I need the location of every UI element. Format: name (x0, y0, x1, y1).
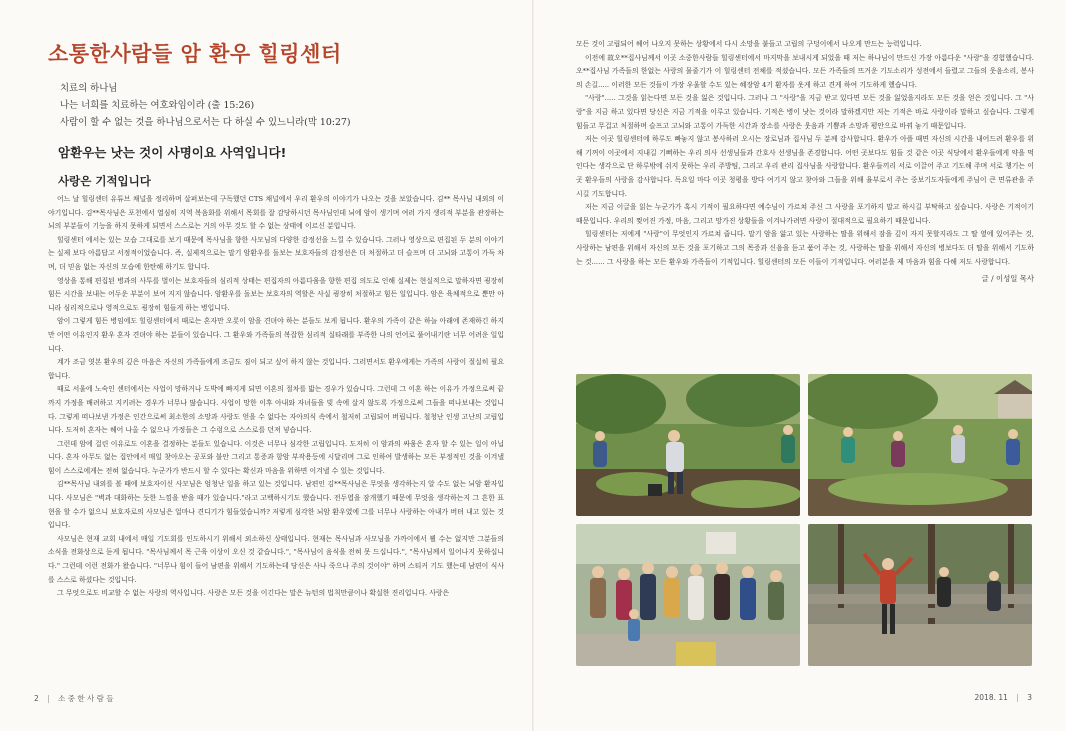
outdoor-exercise-photo (808, 524, 1032, 666)
author-byline: 글 / 이성일 목사 (981, 274, 1034, 284)
paragraph: 저는 지금 이글을 읽는 누군가가 혹시 기적이 필요하다면 예수님이 가르쳐 주신 그 사랑을 포기하지 말고 하시길 부탁하고 싶습니다. 사랑은 기적이기 때문입니다. 우리의 찢어진 가정, 마음, 그리고 망가진 상황들을 이겨나가려면 사랑이 절대적으로 필요하기 때문입니다. (576, 203, 1034, 225)
left-body (48, 193, 504, 601)
garden-volunteers-photo (576, 374, 800, 516)
section-title: 사랑은 기적입니다 (58, 174, 151, 188)
paragraph: 힐링센터 에서는 있는 모습 그대로를 보기 때문에 목사님을 향한 사모님의 다양한 감정선을 느낄 수 있습니다. 그러나 영상으로 편집된 두 분의 이야기는 실제 보다 아름답고 서정적이었습니다. 즉, 실제적으로는 말기 암환우를 돌보는 보호자들의 감정선은 더 처절하고 더 슬프며 더 고뇌와 고통이 가득 차며, 더 믿음 없는 자신의 모습에 한탄해 하기도 합니다. (48, 235, 504, 271)
page-fold (532, 0, 534, 731)
page-number: 3 (1027, 693, 1032, 702)
paragraph: 저는 이곳 힐링센터에 하루도 빠놓지 않고 봉사하러 오시는 장로님과 집사님 두 분께 감사합니다. 환우가 아플 때면 자신의 시간을 내어드려 환우를 위해 기꺼이 이곳에서 지내길 기뻐하는 우리 의사 선생님들과 간호사 선생님을 존경합니다. 어떤 곳보다도 힘들 것 같은 이곳 식당에서 환우들에게 약을 먹인다는 생각으로 단 하루밖에 쉬지 못하는 우리 주방팀, 그리고 우리 관리 집사님을 사랑합니다. 환우들끼리 서로 이끌어 주고 기도해 주며 서로 챙기는 이곳 환우들의 사랑을 감사합니다. 독요일 마다 이곳 청평을 방다 여기지 않고 찾아와 그들을 위해 율부로서 주는 중보기도자들에게 주님이 큰 면류관을 주시길 기도합니다. (576, 135, 1034, 198)
headline: 암환우는 낫는 것이 사명이요 사역입니다! (58, 145, 287, 160)
garden-group-photo (808, 374, 1032, 516)
paragraph: 그런데 암에 걸린 이유로도 이혼을 결정하는 분들도 있습니다. 이것은 너무나 심각한 고립입니다. 도저히 이 암과의 싸움은 혼자 할 수 있는 일이 아닙니다. 혼자 아무도 없는 집안에서 매일 찾아오는 공포와 불안 그리고 통증과 항암 부작용등에 시달리며 그로 인하여 발생하는 모든 부정적인 것을 이겨낼 힘이 스스로에게는 전혀 없습니다. 누군가가 반드시 할 수 있다는 확신과 마음을 위하면 이겨낼 수 있는 것입니다. (48, 439, 504, 475)
right-body (576, 38, 1034, 269)
article-title: 소통한사람들 암 환우 힐링센터 (48, 42, 342, 66)
paragraph: 영상을 통해 편집된 병과의 사투를 벌이는 보호자들의 심리적 상태는 편집자의 아름다움을 향한 편집 의도로 인해 실제는 현실적으로 말하자면 굉장히 힘든 시간을 보내는 어두운 부분이 보여 지지 않습니다. 암환우를 돌보는 보호자의 역할은 사실 굉장히 처절하고 힘든 일입니다. 암은 육체적으로 뿐만 아니라 심리적으로나 영적으로도 굉장히 힘들게 하는 병입니다. (48, 276, 504, 312)
paragraph: 어느 날 힐링센터 유튜브 채널을 정리하며 살펴보는데 구독했던 CTS 채널에서 우리 환우의 이야기가 나오는 것을 보았습니다. 김** 목사님 내외의 이야기입니다. 김**목사님은 포천에서 열심히 지역 복음화를 위해서 목회를 잘 감당하시던 목사님인데 뇌에 암이 생기며 여러 가지 생리적 부분을 관장하는 뇌의 부분들이 기능을 하지 못하게 되면서 스스로는 거의 아무 것도 할 수 없는 상태에 이르신 분입니다. (48, 195, 504, 231)
verse-line: 치료의 하나님 (60, 83, 118, 94)
paragraph: 모든 것이 고립되어 헤어 나오지 못하는 상황에서 다시 소망을 붙들고 고립의 구덩이에서 나오게 만드는 능력입니다. (576, 40, 922, 48)
paragraph: 때로 서울에 노숙인 센터에서는 사업이 망하거나 도박에 빠지게 되면 이혼의 절차를 밟는 경우가 있습니다. 그런데 그 이혼 하는 이유가 가정으로써 끝까지 가정을 배려하고 지키려는 경우가 너무나 많습니다. 사업이 망한 이후 아내와 자녀들을 빚 속에 살지 않도록 가정으로써 그들을 떠나보내는 것입니다. 그렇게 떠나보낸 가정은 인간으로써 최소한의 소망과 사랑도 얻을 수 없다는 자아의식 속에서 철저히 고립되어 버립니다. 철청난 인생 고난의 고립입니다. 도저히 혼자는 헤어 나올 수 없으나 가정들은 그 수렁으로 스스로를 던져 넣습니다. (48, 385, 504, 435)
paragraph: "사랑"..... 그것을 읽는다면 모든 것을 잃은 것입니다. 그러나 그 "사랑"을 지금 받고 있다면 모든 것을 잃었을지라도 모든 것을 얻은 것입니다. 그 "사랑"을 지금 하고 있다면 당신은 지금 기적을 이루고 있습니다. 기적은 병이 낫는 것이라 말하겠지만 저는 기적은 바로 사랑이라 말하고 싶습니다. 그렇게 힘들고 무겁고 처절하며 슬프고 고뇌와 고통이 가득한 시간과 장소를 사랑은 웃음과 기쁨과 소망과 평안으로 바꿔 놓기 때문입니다. (576, 94, 1034, 130)
magazine-name: 소 중 한 사 람 들 (58, 694, 114, 703)
verse-line: 나는 너희를 치료하는 여호와임이라 (출 15:26) (60, 100, 255, 111)
issue-date: 2018. 11 (974, 693, 1008, 702)
photo-grid (576, 374, 1032, 666)
paragraph: 암이 그렇게 힘든 병임에도 힐링센터에서 때로는 혼자만 오롯이 암을 견뎌야 하는 분들도 보게 됩니다. 환우의 가족이 같은 하늘 아래에 존재하긴 하지만 어떤 이유인지 환우 혼자 견뎌야 하는 분들이 있습니다. 그 환우와 가족들의 복잡한 심리적 실타래를 부족한 나의 언어로 풀어내기란 너무 어려운 일입니다. (48, 317, 504, 353)
scripture-verses (48, 80, 504, 131)
left-page (48, 38, 504, 601)
paragraph: 사모님은 현재 교회 내에서 매일 기도회를 인도하시기 위해서 외소하신 상태입니다. 현재는 목사님과 사모님을 가까이에서 뵐 수는 없지만 그분들의 소식을 전화상으로 듣게 됩니다. "목사님께서 목 근육 이상이 오신 것 같습니다.", "목사님이 음식을 전혀 못 드십니다.", "목사님께서 일어나지 못하십니다." 그런데 이런 전화가 왔습니다. "너무나 힘이 들어 남편을 위해서 기도하는데 당신은 사나 죽으나 주의 것이야" 하며 스티커 기도 했는데 남편이 식사를 스스로 하셨다는 것입니다. (48, 534, 504, 584)
page-number: 2 (34, 694, 39, 703)
right-page-footer: 2018. 11 | 3 (974, 693, 1032, 702)
paragraph: 힐링센터는 저에게 "사랑"이 무엇인지 가르쳐 줍니다. 말기 암을 앓고 있는 사랑하는 딸을 위해서 잠을 깊이 자지 못할지라도 그 딸 옆에 있어주는 것, 사랑하는 남편을 위해서 자신의 모든 것을 포기하고 그의 목증과 신음을 듣고 품어 주는 것, 사랑하는 딸을 위해서 자신의 병보다도 더 딸을 위해서 기도하는 것...... 그 사랑을 하는 모든 환우와 가족들이 기적입니다. 힐링센터의 모든 이들이 기적입니다. 여러분을 제 마음과 힘을 다해 저도 사랑합니다. (576, 230, 1034, 266)
right-page (576, 38, 1034, 284)
paragraph: 그 무엇으로도 비교할 수 없는 사랑의 역사입니다. 사랑은 모든 것을 이긴다는 말은 뉴턴의 법칙만큼이나 확실한 진리입니다. 사랑은 (57, 589, 450, 598)
paragraph: 김**목사님 내외를 볼 때에 보호자이신 사모님은 엄청난 일을 하고 있는 것입니다. 남편인 김**목사님은 무엇을 생각하는지 알 수도 없는 뇌암 환자입니다. 사모님은 "벽과 대화하는 듯한 느낌을 받을 때가 있습니다."라고 고백하시기도 했습니다. 전두엽을 잠개했기 때문에 무엇을 생각하는지 그 흔한 표현을 할 수가 없으니 보호자로의 사모님은 얼마나 견디기가 힘들었습니까? 저렇게 심각한 뇌암 환우였에 그를 너무나 사랑하는 아내가 버텨 내고 있는 것입니다. (48, 480, 504, 530)
paragraph: 이전에 故오**집사님께서 이곳 소중한사람들 힐링센터에서 마지막을 보내시게 되었을 때 저는 하나님이 만드신 가장 아름다운 "사랑"을 경험했습니다. 오**집사님 가족들의 한없는 사랑의 물줄기가 이 힐링센터 전체를 적셨습니다. 모든 가족들의 뜨거운 기도소리가 성전에서 들렸고 그들의 웃음소리, 봉사의 손길..... 이러한 모든 것들이 가장 우울할 수도 있는 혜장암 4기 환자를 옷게 하고 견게 하여 기도하게 했습니다. (576, 53, 1034, 89)
group-portrait-photo (576, 524, 800, 666)
left-page-footer: 2 | 소 중 한 사 람 들 (34, 694, 114, 703)
paragraph: 계가 조금 엿본 환우의 깊은 마음은 자신의 가족들에게 조금도 짐이 되고 싶어 하지 않는 것입니다. 그러면서도 환우에게는 가족의 사랑이 절실히 필요합니다. (48, 358, 504, 380)
verse-line: 사람이 할 수 없는 것을 하나님으로서는 다 하실 수 있느니라(막 10:27) (60, 117, 351, 128)
